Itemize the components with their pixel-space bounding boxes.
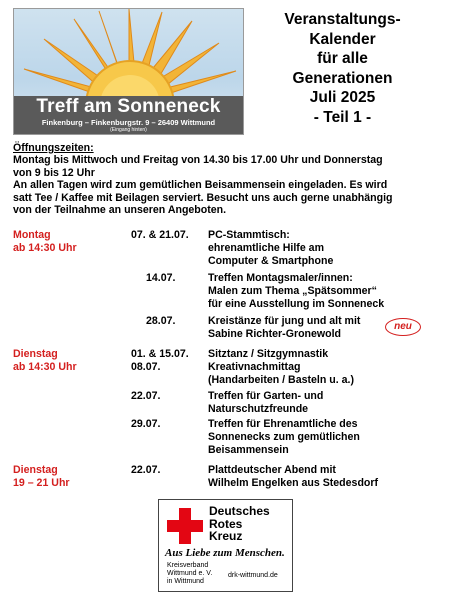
logo-band	[14, 96, 243, 134]
day-label: Montag	[13, 229, 51, 241]
intro-line: satt Tee / Kaffee mit Beilagen serviert. Besucht uns auch gerne unabhängig	[13, 191, 393, 204]
event-date: 01. & 15.07.	[131, 348, 189, 360]
time-label: ab 14:30 Uhr	[13, 361, 77, 373]
event-line: Sitztanz / Sitzgymnastik	[208, 348, 329, 360]
day-label: Dienstag	[13, 464, 58, 476]
time-label: ab 14:30 Uhr	[13, 242, 77, 254]
event-line: Naturschutzfreunde	[208, 403, 309, 415]
drk-kv-line: in Wittmund	[167, 578, 204, 585]
title-line: Veranstaltungs-	[284, 11, 401, 28]
new-badge: neu	[385, 318, 421, 336]
red-cross-icon	[167, 508, 203, 544]
title-line: für alle	[317, 50, 368, 67]
title-line: Generationen	[292, 69, 393, 87]
drk-website: drk-wittmund.de	[228, 572, 278, 579]
event-line: Plattdeutscher Abend mit	[208, 464, 336, 476]
day-label: Dienstag	[13, 348, 58, 360]
drk-name-line: Kreuz	[209, 529, 243, 543]
event-line: Kreistänze für jung und alt mit	[208, 315, 361, 327]
drk-kv-line: Wittmund e. V.	[167, 570, 213, 577]
event-line: Kreativnachmittag	[208, 361, 301, 373]
opening-hours	[13, 142, 443, 216]
drk-logo	[158, 499, 293, 592]
event-date: 08.07.	[131, 361, 161, 373]
intro-line: Montag bis Mittwoch und Freitag von 14.30 bis 17.00 Uhr und Donnerstag	[13, 154, 383, 167]
title-line: - Teil 1 -	[313, 108, 372, 126]
event-line: Sabine Richter-Gronewold	[208, 328, 342, 340]
event-line: Malen zum Thema „Spätsommer“	[208, 285, 377, 297]
event-date: 07. & 21.07.	[131, 229, 189, 241]
drk-name-line: Rotes	[209, 516, 243, 531]
event-date: 22.07.	[131, 464, 161, 476]
title-line: Kalender	[309, 30, 376, 48]
drk-motto: Aus Liebe zum Menschen.	[165, 547, 285, 559]
time-label: 19 – 21 Uhr	[13, 477, 70, 489]
sun-icon	[14, 9, 243, 99]
event-line: (Handarbeiten / Basteln u. a.)	[208, 374, 354, 386]
intro-line: An allen Tagen wird zum gemütlichen Beisammensein eingeladen. Es wird	[13, 179, 388, 192]
event-line: Computer & Smartphone	[208, 255, 334, 267]
page-title	[245, 10, 440, 127]
event-line: für eine Ausstellung im Sonneneck	[208, 298, 385, 310]
logo-entrance: (Eingang hinten)	[110, 127, 147, 133]
treff-logo	[13, 8, 244, 135]
event-line: Beisammensein	[208, 444, 289, 456]
drk-kreisverband	[167, 562, 212, 586]
event-line: Treffen für Ehrenamtliche des	[208, 418, 358, 430]
drk-name-line: Deutsches	[209, 504, 270, 518]
drk-name	[209, 505, 270, 543]
event-date: 28.07.	[146, 315, 176, 327]
title-line: Juli 2025	[309, 89, 376, 106]
logo-address: Finkenburg – Finkenburgstr. 9 – 26409 Wittmund	[41, 118, 216, 127]
event-line: Sonnenecks zum gemütlichen	[208, 431, 360, 443]
event-date: 14.07.	[146, 272, 176, 284]
event-line: Treffen für Garten- und	[208, 390, 324, 402]
drk-kv-line: Kreisverband	[167, 562, 209, 569]
event-line: PC-Stammtisch:	[208, 229, 290, 241]
event-date: 29.07.	[131, 418, 161, 430]
event-line: Treffen Montagsmaler/innen:	[208, 272, 353, 284]
opening-hours-heading: Öffnungszeiten:	[13, 142, 94, 154]
event-line: ehrenamtliche Hilfe am	[208, 242, 324, 254]
logo-name: Treff am Sonneneck	[36, 96, 221, 117]
intro-line: von 9 bis 12 Uhr	[13, 166, 95, 179]
intro-line: von der Teilnahme an unseren Angeboten.	[13, 204, 227, 217]
event-line: Wilhelm Engelken aus Stedesdorf	[208, 477, 379, 489]
event-date: 22.07.	[131, 390, 161, 402]
